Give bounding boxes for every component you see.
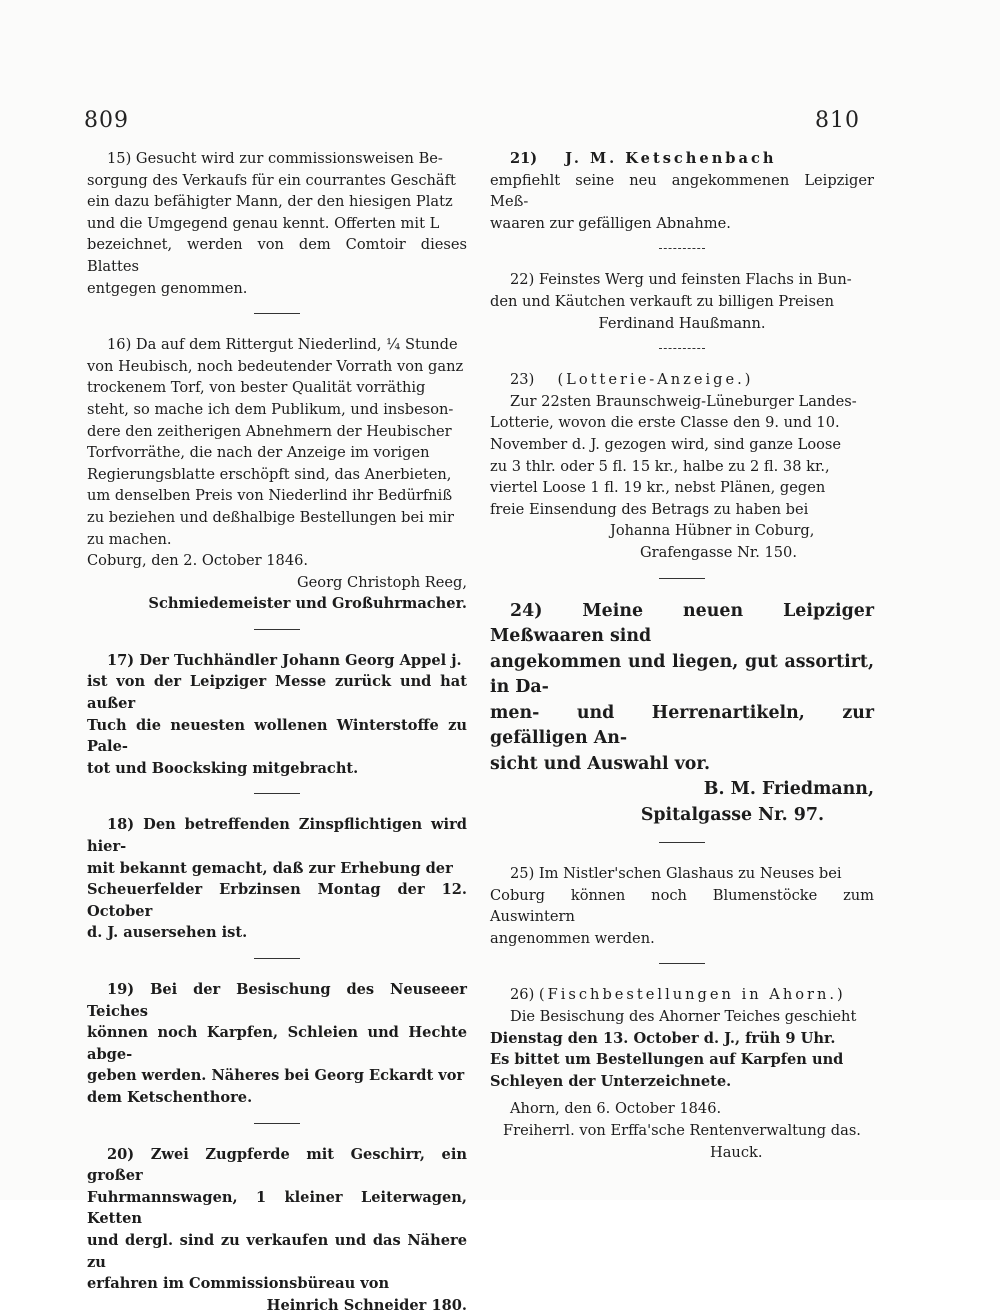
ad-signature: Georg Christoph Reeg, <box>296 573 467 591</box>
ad-line: und die Umgegend genau kennt. Offerten mit L <box>87 214 440 232</box>
ad-line: den und Käutchen verkauft zu billigen Preisen <box>490 292 834 310</box>
ad-number: 23) <box>510 371 535 389</box>
separator-rule <box>254 629 300 630</box>
ad-heading: (Lotterie-Anzeige.) <box>557 371 754 389</box>
ad-number: 22) <box>510 271 535 289</box>
advertisement-16 <box>87 334 467 615</box>
ad-line: von Heubisch, noch bedeutender Vorrath von ganz <box>87 357 464 375</box>
ad-line: ist von der Leipziger Messe zurück und hat außer <box>87 673 467 713</box>
ad-line: mit bekannt gemacht, daß zur Erhebung der <box>87 859 453 877</box>
advertisement-24 <box>490 599 874 829</box>
advertisement-22 <box>490 269 874 334</box>
ad-line: Schleyen der Unterzeichnete. <box>490 1072 732 1090</box>
ad-line: sicht und Auswahl vor. <box>490 753 711 774</box>
ad-line: Coburg können noch Blumenstöcke zum Auswintern <box>490 886 874 926</box>
ad-line: Bei der Besischung des Neuseeer Teiches <box>87 981 467 1020</box>
separator-rule <box>254 793 300 794</box>
separator-rule <box>254 313 300 314</box>
ad-line: entgegen genommen. <box>87 279 248 297</box>
ad-line: Die Besischung des Ahorner Teiches geschieht <box>510 1007 857 1025</box>
ad-line: bezeichnet, werden von dem Comtoir dieses Blattes <box>87 236 467 275</box>
ad-number: 19) <box>107 981 135 998</box>
ad-line: Regierungsblatte erschöpft sind, das Anerbieten, <box>87 465 452 483</box>
ad-line: Scheuerfelder Erbzinsen Montag der 12. October <box>87 881 467 920</box>
separator-rule <box>659 348 705 349</box>
advertisement-21 <box>490 148 874 234</box>
page-number-left: 809 <box>84 108 129 133</box>
ad-line: Zwei Zugpferde mit Geschirr, ein großer <box>87 1145 467 1185</box>
separator-rule <box>659 842 705 843</box>
separator-rule <box>254 1123 300 1124</box>
ad-line: Es bittet um Bestellungen auf Karpfen und <box>490 1051 844 1069</box>
ad-signature: Schmiedemeister und Großuhrmacher. <box>148 595 467 613</box>
page-number-right: 810 <box>815 108 860 133</box>
ad-signature: Johanna Hübner in Coburg, <box>610 522 815 540</box>
separator-rule <box>659 248 705 249</box>
advertisement-20 <box>87 1144 467 1316</box>
ad-line: dere den zeitherigen Abnehmern der Heubischer <box>87 422 452 440</box>
ad-line: Da auf dem Rittergut Niederlind, ¼ Stunde <box>135 336 458 354</box>
ad-line: viertel Loose 1 fl. 19 kr., nebst Plänen, gegen <box>490 479 826 497</box>
ad-line: Zur 22sten Braunschweig-Lüneburger Landes- <box>510 392 857 410</box>
ad-line: ein dazu befähigter Mann, der den hiesigen Platz <box>87 193 453 211</box>
ad-line: Fuhrmannswagen, 1 kleiner Leiterwagen, Ketten <box>87 1188 467 1228</box>
ad-number: 16) <box>107 336 132 354</box>
ad-line: Der Tuchhändler Johann Georg Appel j. <box>139 651 462 669</box>
ad-number: 15) <box>107 150 132 167</box>
ad-line: Tuch die neuesten wollenen Winterstoffe zu Pale- <box>87 716 467 756</box>
ad-line: Lotterie, wovon die erste Classe den 9. und 10. <box>490 414 840 432</box>
separator-rule <box>254 958 300 959</box>
ad-signature: Heinrich Schneider 180. <box>266 1296 467 1314</box>
separator-rule <box>659 578 705 579</box>
ad-line: angekommen und liegen, gut assortirt, in Da- <box>490 651 874 697</box>
advertisement-26 <box>490 984 874 1163</box>
ad-signature: Hauck. <box>710 1143 763 1161</box>
advertisement-18 <box>87 814 467 944</box>
ad-number: 25) <box>510 865 535 882</box>
ad-line: Im Nistler'schen Glashaus zu Neuses bei <box>538 865 842 882</box>
ad-line: zu 3 thlr. oder 5 fl. 15 kr., halbe zu 2 fl. 38 kr., <box>490 457 830 475</box>
ad-number: 26) <box>510 986 535 1004</box>
ad-line: tot und Boocksking mitgebracht. <box>87 759 359 777</box>
ad-signature: Freiherrl. von Erffa'sche Rentenverwaltung das. <box>503 1121 861 1139</box>
ad-number: 17) <box>107 651 135 669</box>
ad-line: Dienstag den 13. October d. J., früh 9 Uhr. <box>490 1029 836 1047</box>
separator-rule <box>659 963 705 964</box>
advertisement-23 <box>490 369 874 563</box>
ad-line: Den betreffenden Zinspflichtigen wird hier- <box>87 816 467 856</box>
ad-date: Ahorn, den 6. October 1846. <box>510 1100 722 1118</box>
advertisement-19 <box>87 979 467 1109</box>
ad-line: Feinstes Werg und feinsten Flachs in Bun- <box>538 271 852 289</box>
ad-line: waaren zur gefälligen Abnahme. <box>490 214 731 232</box>
ad-line: geben werden. Näheres bei Georg Eckardt vor <box>87 1067 465 1085</box>
ad-signature: Grafengasse Nr. 150. <box>640 543 797 561</box>
ad-line: dem Ketschenthore. <box>87 1088 253 1106</box>
ad-signature: Ferdinand Haußmann. <box>598 314 766 332</box>
ad-signature: B. M. Friedmann, <box>703 779 874 799</box>
right-column <box>490 148 874 1163</box>
advertisement-25 <box>490 863 874 949</box>
ad-line: zu beziehen und deßhalbige Bestellungen bei mir <box>87 508 454 526</box>
ad-line: und dergl. sind zu verkaufen und das Nähere zu <box>87 1231 467 1271</box>
ad-line: November d. J. gezogen wird, sind ganze Loose <box>490 435 842 453</box>
ad-line: Torfvorräthe, die nach der Anzeige im vorigen <box>87 444 430 462</box>
ad-line: Gesucht wird zur commissionsweisen Be- <box>135 150 443 167</box>
ad-line: erfahren im Commissionsbüreau von <box>87 1275 390 1293</box>
ad-heading: (Fischbestellungen in Ahorn.) <box>538 986 846 1004</box>
ad-line: steht, so mache ich dem Publikum, und insbeson- <box>87 400 454 418</box>
left-column <box>87 148 467 1316</box>
ad-line: sorgung des Verkaufs für ein courrantes Geschäft <box>87 171 456 189</box>
ad-date: Coburg, den 2. October 1846. <box>87 552 309 570</box>
ad-signature: Spitalgasse Nr. 97. <box>640 804 824 825</box>
ad-line: zu machen. <box>87 530 172 548</box>
ad-number: 24) <box>510 600 543 621</box>
ad-number: 21) <box>510 150 538 167</box>
ad-line: d. J. ausersehen ist. <box>87 924 248 942</box>
ad-line: freie Einsendung des Betrags zu haben bei <box>490 500 809 518</box>
advertisement-17 <box>87 650 467 780</box>
ad-heading: J. M. Ketschenbach <box>565 150 777 167</box>
ad-line: empfiehlt seine neu angekommenen Leipziger Meß- <box>490 171 874 211</box>
advertisement-15 <box>87 148 467 299</box>
ad-line: men- und Herrenartikeln, zur gefälligen An- <box>490 702 874 748</box>
ad-number: 18) <box>107 816 135 834</box>
ad-number: 20) <box>107 1145 135 1163</box>
ad-line: Meine neuen Leipziger Meßwaaren sind <box>490 600 874 646</box>
ad-line: um denselben Preis von Niederlind ihr Bedürfniß <box>87 487 453 505</box>
ad-line: trockenem Torf, von bester Qualität vorräthig <box>87 379 426 397</box>
ad-line: angenommen werden. <box>490 929 655 947</box>
ad-line: können noch Karpfen, Schleien und Hechte abge- <box>87 1024 467 1063</box>
